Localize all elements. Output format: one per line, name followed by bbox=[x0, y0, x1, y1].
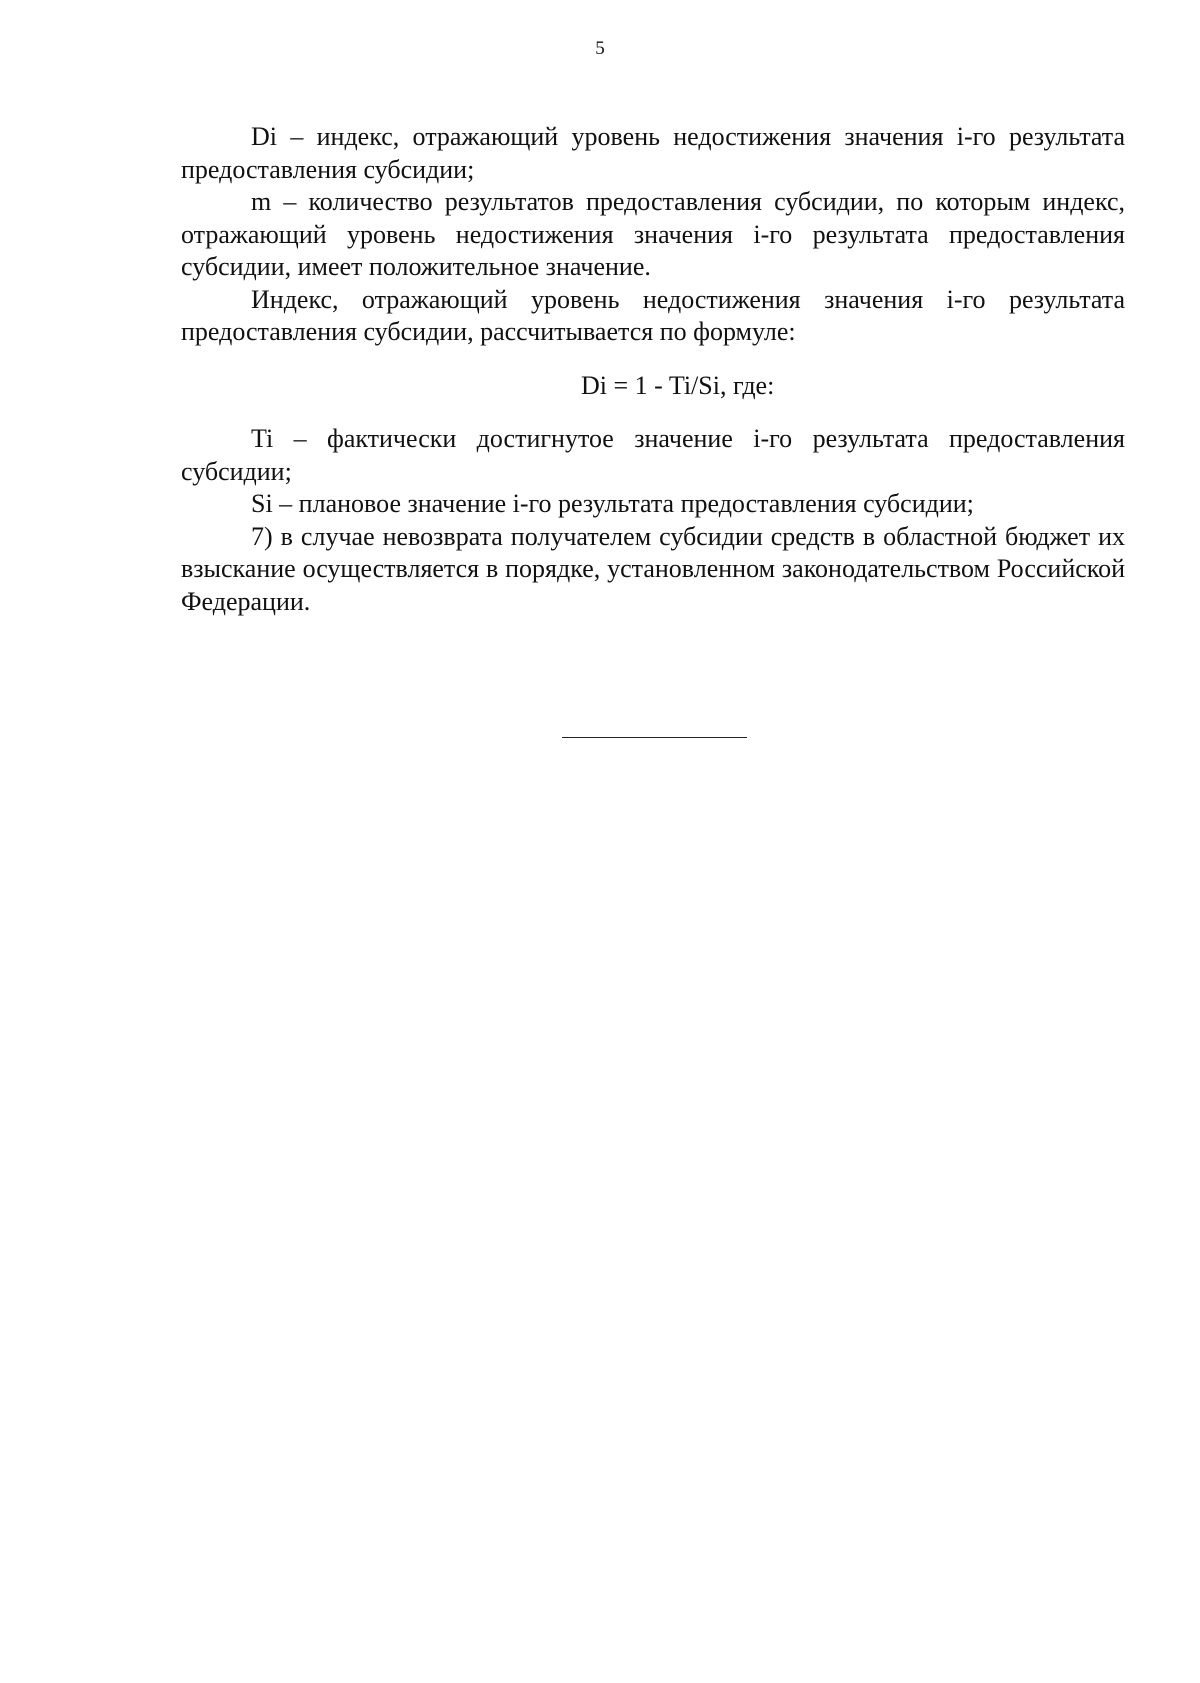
closing-divider bbox=[562, 737, 747, 738]
document-body bbox=[181, 121, 1125, 618]
paragraph-ti-definition: Ti – фактически достигнутое значение i-го результата предоставления субсидии; bbox=[181, 424, 1125, 486]
page-number: 5 bbox=[595, 38, 605, 59]
formula-line: Di = 1 - Ti/Si, где: bbox=[581, 370, 775, 400]
paragraph-di-definition: Di – индекс, отражающий уровень недостижения значения i-го результата предоставления субсидии; bbox=[181, 122, 1125, 184]
paragraph-si-definition: Si – плановое значение i-го результата предоставления субсидии; bbox=[251, 489, 974, 518]
paragraph-item-7: 7) в случае невозврата получателем субсидии средств в областной бюджет их взыскание осуществляется в порядке, установленном законодательством Российской Федерации. bbox=[181, 521, 1125, 616]
paragraph-index-intro: Индекс, отражающий уровень недостижения значения i-го результата предоставления субсидии, рассчитывается по формуле: bbox=[181, 284, 1125, 346]
paragraph-m-definition: m – количество результатов предоставления субсидии, по которым индекс, отражающий уровень недостижения значения i-го результата предоставления субсидии, имеет положительное значение. bbox=[181, 187, 1125, 281]
